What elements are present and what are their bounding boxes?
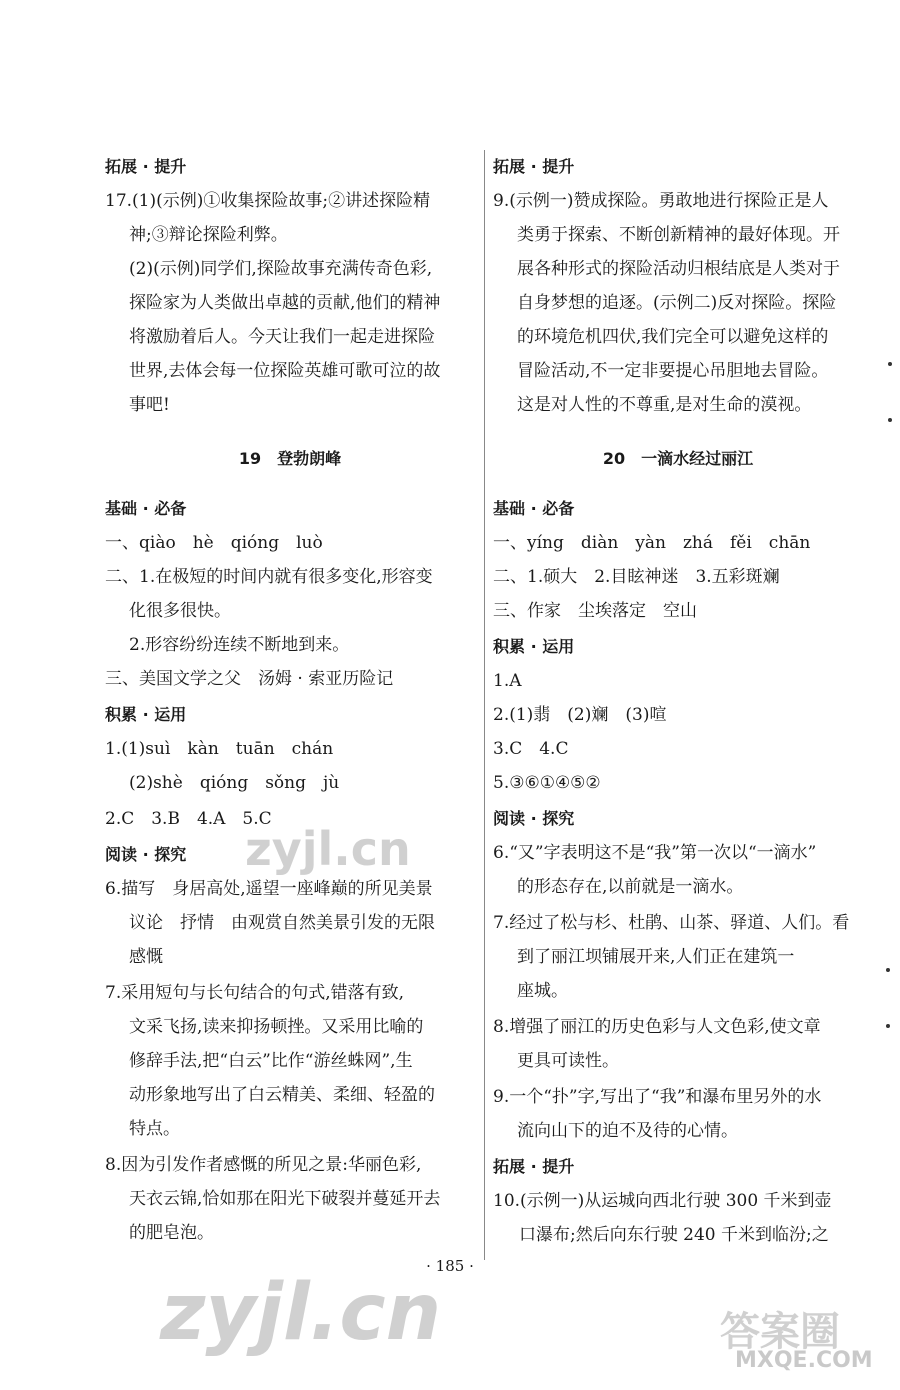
answer-line: 化很多很快。 xyxy=(129,601,231,621)
answer-line: 的形态存在,以前就是一滴水。 xyxy=(517,877,744,897)
scan-speck xyxy=(888,418,892,422)
answer-line: 8.增强了丽江的历史色彩与人文色彩,使文章 xyxy=(493,1017,821,1037)
answer-line: 动形象地写出了白云精美、柔细、轻盈的 xyxy=(129,1085,435,1105)
answer-line: 感慨 xyxy=(129,947,163,967)
section-heading: 拓展 · 提升 xyxy=(493,1157,575,1176)
answer-line: 天衣云锦,恰如那在阳光下破裂并蔓延开去 xyxy=(129,1189,441,1209)
answer-line: 2.形容纷纷连续不断地到来。 xyxy=(129,635,350,655)
watermark: zyjl.cn xyxy=(160,1268,442,1358)
answer-line: 一、qiào hè qióng luò xyxy=(105,533,323,553)
section-heading: 拓展 · 提升 xyxy=(105,157,187,176)
answer-line: 一、yíng diàn yàn zhá fěi chān xyxy=(493,533,811,553)
answer-line: 议论 抒情 由观赏自然美景引发的无限 xyxy=(129,913,435,933)
column-divider xyxy=(484,150,485,1260)
answer-line: 冒险活动,不一定非要提心吊胆地去冒险。 xyxy=(517,361,829,381)
answer-line: 展各种形式的探险活动归根结底是人类对于 xyxy=(517,259,840,279)
scan-speck xyxy=(886,1024,890,1028)
answer-line: (2)shè qióng sǒng jù xyxy=(129,773,340,793)
answer-line: 1.A xyxy=(493,671,522,691)
section-heading: 积累 · 运用 xyxy=(493,637,575,656)
answer-line: 将激励着后人。今天让我们一起走进探险 xyxy=(129,327,435,347)
answer-line: 口瀑布;然后向东行驶 240 千米到临汾;之 xyxy=(519,1225,829,1245)
answer-line: 文采飞扬,读来抑扬顿挫。又采用比喻的 xyxy=(129,1017,424,1037)
answer-line: 7.采用短句与长句结合的句式,错落有致, xyxy=(105,983,405,1003)
section-heading: 基础 · 必备 xyxy=(105,499,187,518)
page-number: · 185 · xyxy=(426,1257,474,1275)
answer-line: 3.C 4.C xyxy=(493,739,569,759)
answer-line: 特点。 xyxy=(129,1119,180,1139)
answer-line: 流向山下的迫不及待的心情。 xyxy=(517,1121,738,1141)
answer-line: 的环境危机四伏,我们完全可以避免这样的 xyxy=(517,327,829,347)
watermark-url: MXQE.COM xyxy=(735,1348,873,1373)
answer-line: 这是对人性的不尊重,是对生命的漠视。 xyxy=(517,395,812,415)
answer-line: 5.③⑥①④⑤② xyxy=(493,773,601,793)
section-heading: 基础 · 必备 xyxy=(493,499,575,518)
answer-line: 2.(1)翡 (2)斓 (3)喧 xyxy=(493,705,667,725)
scan-speck xyxy=(888,362,892,366)
answer-line: 三、美国文学之父 汤姆 · 索亚历险记 xyxy=(105,669,394,689)
answer-line: 6.“又”字表明这不是“我”第一次以“一滴水” xyxy=(493,843,817,863)
answer-line: 6.描写 身居高处,遥望一座峰巅的所见美景 xyxy=(105,879,433,899)
answer-line: 三、作家 尘埃落定 空山 xyxy=(493,601,697,621)
answer-line: 7.经过了松与杉、杜鹃、山茶、驿道、人们。看 xyxy=(493,913,850,933)
answer-line: 座城。 xyxy=(517,981,568,1001)
answer-line: 二、1.在极短的时间内就有很多变化,形容变 xyxy=(105,567,433,587)
section-heading: 阅读 · 探究 xyxy=(105,845,187,864)
answer-line: 事吧! xyxy=(129,395,170,415)
answer-line: (2)(示例)同学们,探险故事充满传奇色彩, xyxy=(129,259,433,279)
answer-line: 类勇于探索、不断创新精神的最好体现。开 xyxy=(517,225,840,245)
answer-line: 修辞手法,把“白云”比作“游丝蛛网”,生 xyxy=(129,1051,413,1071)
answer-line: 10.(示例一)从运城向西北行驶 300 千米到壶 xyxy=(493,1191,832,1211)
answer-line: 神;③辩论探险利弊。 xyxy=(129,225,288,245)
answer-line: 探险家为人类做出卓越的贡献,他们的精神 xyxy=(129,293,441,313)
watermark: zyjl.cn xyxy=(245,822,411,876)
answer-line: 8.因为引发作者感慨的所见之景:华丽色彩, xyxy=(105,1155,422,1175)
answer-line: 9.一个“扑”字,写出了“我”和瀑布里另外的水 xyxy=(493,1087,822,1107)
answer-line: 1.(1)suì kàn tuān chán xyxy=(105,739,334,759)
answer-line: 9.(示例一)赞成探险。勇敢地进行探险正是人 xyxy=(493,191,829,211)
answer-line: 2.C 3.B 4.A 5.C xyxy=(105,809,272,829)
answer-line: 世界,去体会每一位探险英雄可歌可泣的故 xyxy=(129,361,441,381)
watermark-logo: 答案圈 xyxy=(720,1309,840,1355)
answer-line: 更具可读性。 xyxy=(517,1051,619,1071)
answer-line: 的肥皂泡。 xyxy=(129,1223,214,1243)
lesson-title: 20 一滴水经过丽江 xyxy=(602,449,754,468)
answer-line: 到了丽江坝铺展开来,人们正在建筑一 xyxy=(517,947,795,967)
answer-line: 17.(1)(示例)①收集探险故事;②讲述探险精 xyxy=(105,191,431,211)
answer-line: 自身梦想的追逐。(示例二)反对探险。探险 xyxy=(517,293,837,313)
scan-speck xyxy=(886,968,890,972)
section-heading: 阅读 · 探究 xyxy=(493,809,575,828)
lesson-title: 19 登勃朗峰 xyxy=(238,449,342,468)
section-heading: 拓展 · 提升 xyxy=(493,157,575,176)
answer-line: 二、1.硕大 2.目眩神迷 3.五彩斑斓 xyxy=(493,567,780,587)
section-heading: 积累 · 运用 xyxy=(105,705,187,724)
